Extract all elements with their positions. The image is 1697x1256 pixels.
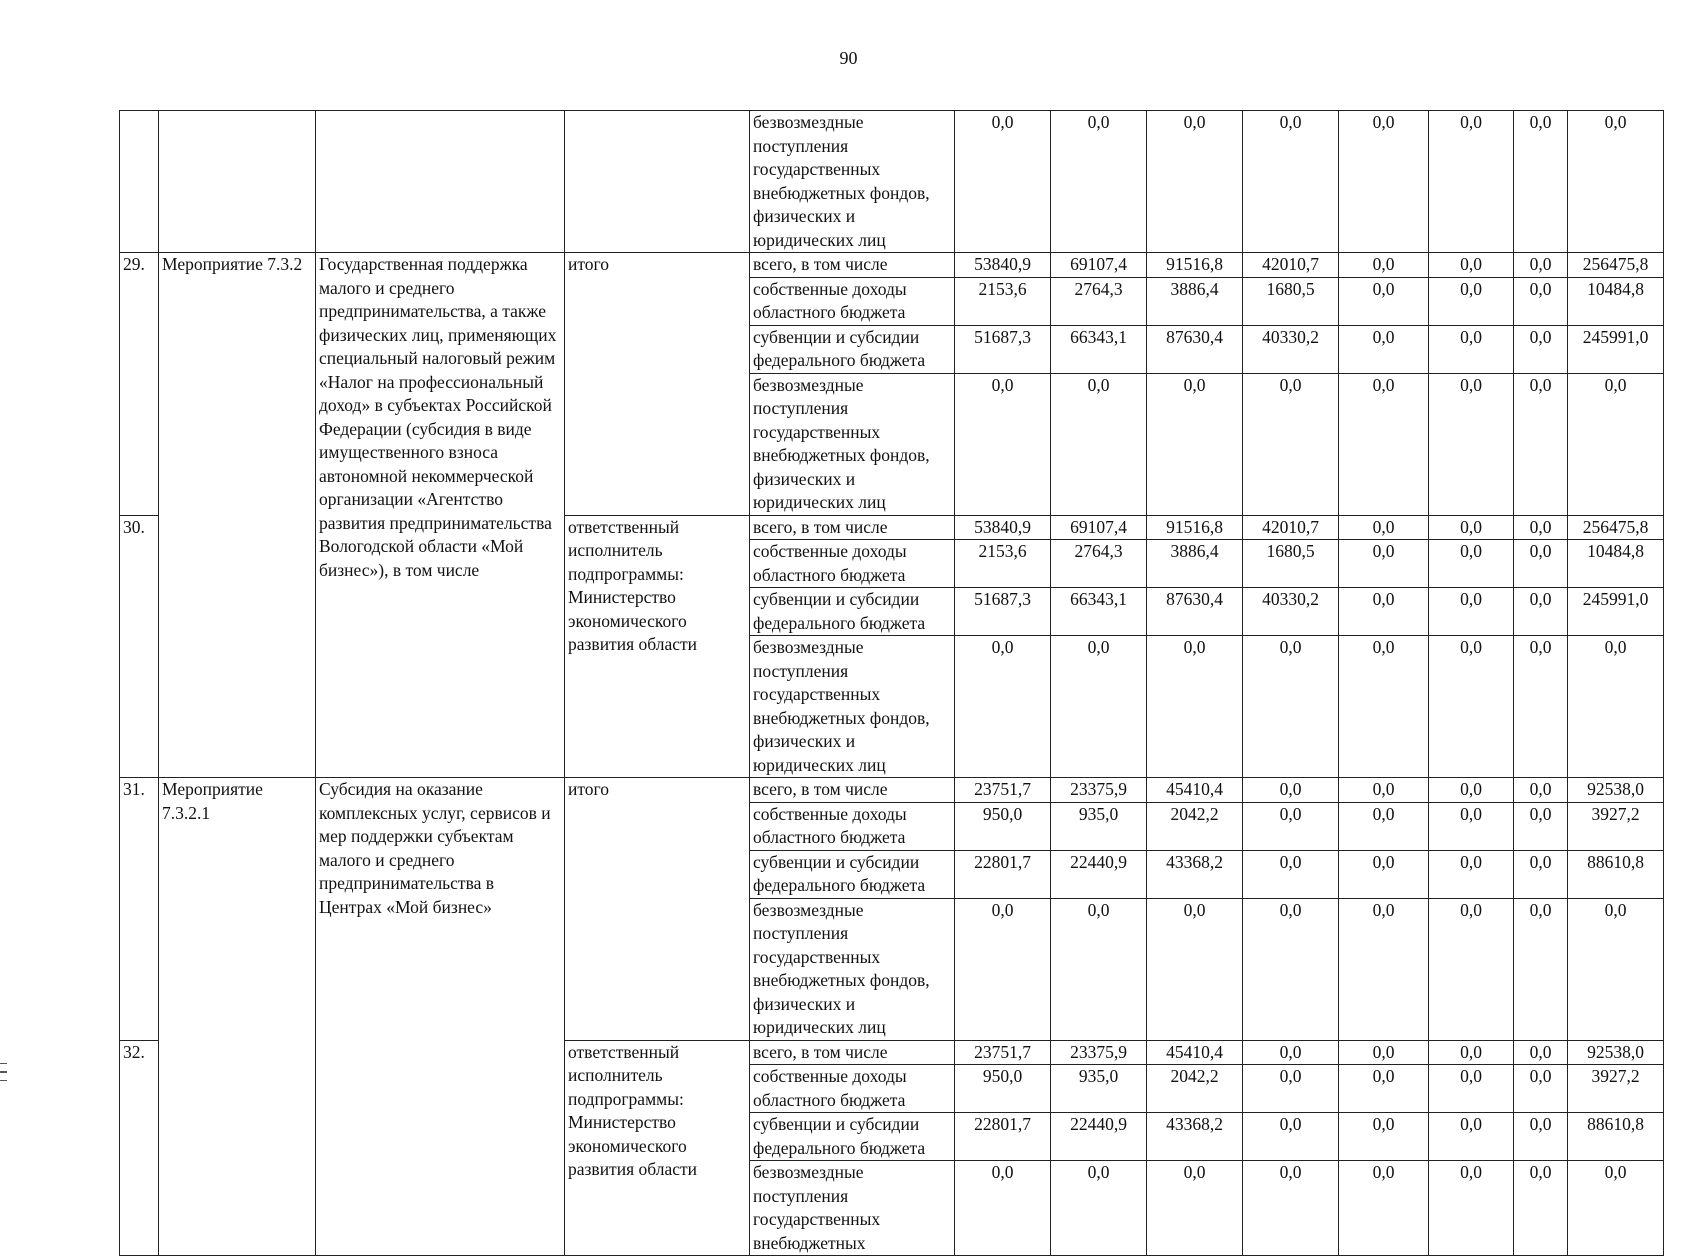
value-cell: 0,0 xyxy=(1339,1065,1429,1113)
value-cell: 0,0 xyxy=(1568,111,1664,253)
value-cell: 0,0 xyxy=(1051,636,1147,778)
value-cell: 53840,9 xyxy=(955,515,1051,540)
value-cell: 0,0 xyxy=(1429,778,1514,803)
value-cell: 40330,2 xyxy=(1243,325,1339,373)
value-cell: 1680,5 xyxy=(1243,540,1339,588)
value-cell: 0,0 xyxy=(1429,277,1514,325)
measure-description: Субсидия на оказание комплексных услуг, сервисов и мер поддержки субъектам малого и среднего предпринимательства в Центрах «Мой бизнес» xyxy=(316,778,565,1256)
row-number: 29. xyxy=(120,253,159,516)
source-label: безвозмездные поступления государственных внебюджетных фондов, физических и юридических лиц xyxy=(750,636,955,778)
value-cell: 0,0 xyxy=(955,636,1051,778)
value-cell: 0,0 xyxy=(1339,253,1429,278)
source-label: безвозмездные поступления государственных внебюджетных фондов, физических и юридических лиц xyxy=(750,373,955,515)
value-cell: 0,0 xyxy=(1514,1040,1568,1065)
row-number: 30. xyxy=(120,515,159,778)
source-label: всего, в том числе xyxy=(750,778,955,803)
value-cell: 245991,0 xyxy=(1568,588,1664,636)
value-cell: 3927,2 xyxy=(1568,802,1664,850)
value-cell: 0,0 xyxy=(1514,898,1568,1040)
source-label: всего, в том числе xyxy=(750,515,955,540)
value-cell: 0,0 xyxy=(1339,588,1429,636)
value-cell: 0,0 xyxy=(1568,373,1664,515)
value-cell: 0,0 xyxy=(1339,1161,1429,1256)
value-cell: 0,0 xyxy=(1339,325,1429,373)
value-cell: 92538,0 xyxy=(1568,778,1664,803)
value-cell: 0,0 xyxy=(1568,636,1664,778)
value-cell: 88610,8 xyxy=(1568,850,1664,898)
value-cell: 0,0 xyxy=(1514,253,1568,278)
value-cell: 22440,9 xyxy=(1051,1113,1147,1161)
value-cell: 950,0 xyxy=(955,1065,1051,1113)
value-cell: 0,0 xyxy=(1429,325,1514,373)
source-label: безвозмездные поступления государственных внебюджетных фондов, физических и юридических лиц xyxy=(750,898,955,1040)
value-cell: 0,0 xyxy=(1051,1161,1147,1256)
source-label: собственные доходы областного бюджета xyxy=(750,540,955,588)
value-cell: 0,0 xyxy=(1429,1040,1514,1065)
value-cell: 0,0 xyxy=(1514,515,1568,540)
value-cell: 0,0 xyxy=(1243,1113,1339,1161)
value-cell: 0,0 xyxy=(1568,898,1664,1040)
source-label: безвозмездные поступления государственных внебюджетных фондов, физических и юридических лиц xyxy=(750,111,955,253)
value-cell: 0,0 xyxy=(1514,588,1568,636)
value-cell: 43368,2 xyxy=(1147,850,1243,898)
executor-cell: итого xyxy=(565,778,750,1041)
value-cell: 0,0 xyxy=(1514,373,1568,515)
value-cell: 45410,4 xyxy=(1147,778,1243,803)
value-cell: 51687,3 xyxy=(955,588,1051,636)
value-cell: 3927,2 xyxy=(1568,1065,1664,1113)
executor-cell: ответственный исполнитель подпрограммы: Министерство экономического развития области xyxy=(565,1040,750,1256)
value-cell: 0,0 xyxy=(1243,1161,1339,1256)
budget-table xyxy=(119,110,1664,1256)
value-cell: 45410,4 xyxy=(1147,1040,1243,1065)
value-cell: 2042,2 xyxy=(1147,1065,1243,1113)
measure-name: Мероприятие 7.3.2 xyxy=(159,253,316,778)
value-cell: 10484,8 xyxy=(1568,277,1664,325)
value-cell: 91516,8 xyxy=(1147,515,1243,540)
value-cell: 0,0 xyxy=(1339,898,1429,1040)
value-cell: 0,0 xyxy=(1429,636,1514,778)
value-cell: 0,0 xyxy=(1339,111,1429,253)
value-cell: 23375,9 xyxy=(1051,1040,1147,1065)
empty-cell xyxy=(159,111,316,253)
value-cell: 66343,1 xyxy=(1051,325,1147,373)
value-cell: 0,0 xyxy=(1429,253,1514,278)
value-cell: 40330,2 xyxy=(1243,588,1339,636)
value-cell: 0,0 xyxy=(1339,1113,1429,1161)
value-cell: 0,0 xyxy=(1514,636,1568,778)
value-cell: 935,0 xyxy=(1051,1065,1147,1113)
empty-cell xyxy=(120,111,159,253)
value-cell: 256475,8 xyxy=(1568,253,1664,278)
table-row xyxy=(120,111,1664,253)
value-cell: 0,0 xyxy=(1051,373,1147,515)
value-cell: 87630,4 xyxy=(1147,325,1243,373)
source-label: субвенции и субсидии федерального бюджета xyxy=(750,1113,955,1161)
source-label: собственные доходы областного бюджета xyxy=(750,277,955,325)
table-row xyxy=(120,253,1664,278)
value-cell: 0,0 xyxy=(1051,111,1147,253)
value-cell: 0,0 xyxy=(1147,898,1243,1040)
value-cell: 0,0 xyxy=(1429,802,1514,850)
value-cell: 256475,8 xyxy=(1568,515,1664,540)
value-cell: 0,0 xyxy=(1514,1113,1568,1161)
value-cell: 87630,4 xyxy=(1147,588,1243,636)
value-cell: 0,0 xyxy=(1339,850,1429,898)
value-cell: 0,0 xyxy=(1514,111,1568,253)
value-cell: 0,0 xyxy=(1429,588,1514,636)
value-cell: 0,0 xyxy=(1147,111,1243,253)
source-label: субвенции и субсидии федерального бюджета xyxy=(750,850,955,898)
value-cell: 3886,4 xyxy=(1147,540,1243,588)
value-cell: 2153,6 xyxy=(955,540,1051,588)
value-cell: 0,0 xyxy=(1514,325,1568,373)
source-label: собственные доходы областного бюджета xyxy=(750,1065,955,1113)
value-cell: 0,0 xyxy=(1339,778,1429,803)
value-cell: 3886,4 xyxy=(1147,277,1243,325)
value-cell: 0,0 xyxy=(1429,850,1514,898)
executor-cell: ответственный исполнитель подпрограммы: Министерство экономического развития области xyxy=(565,515,750,778)
row-number: 32. xyxy=(120,1040,159,1256)
value-cell: 0,0 xyxy=(1147,1161,1243,1256)
value-cell: 0,0 xyxy=(955,1161,1051,1256)
value-cell: 0,0 xyxy=(1339,540,1429,588)
empty-cell xyxy=(565,111,750,253)
value-cell: 935,0 xyxy=(1051,802,1147,850)
value-cell: 0,0 xyxy=(1339,1040,1429,1065)
source-label: субвенции и субсидии федерального бюджета xyxy=(750,588,955,636)
source-label: собственные доходы областного бюджета xyxy=(750,802,955,850)
value-cell: 0,0 xyxy=(1514,1161,1568,1256)
page-number: 90 xyxy=(839,48,858,68)
value-cell: 0,0 xyxy=(1339,373,1429,515)
value-cell: 0,0 xyxy=(1514,778,1568,803)
value-cell: 42010,7 xyxy=(1243,253,1339,278)
value-cell: 0,0 xyxy=(1147,636,1243,778)
value-cell: 0,0 xyxy=(955,373,1051,515)
value-cell: 22801,7 xyxy=(955,1113,1051,1161)
empty-cell xyxy=(316,111,565,253)
value-cell: 0,0 xyxy=(1429,1161,1514,1256)
value-cell: 0,0 xyxy=(1514,540,1568,588)
value-cell: 0,0 xyxy=(1339,802,1429,850)
source-label: всего, в том числе xyxy=(750,253,955,278)
source-label: субвенции и субсидии федерального бюджета xyxy=(750,325,955,373)
value-cell: 0,0 xyxy=(1339,277,1429,325)
value-cell: 92538,0 xyxy=(1568,1040,1664,1065)
value-cell: 51687,3 xyxy=(955,325,1051,373)
value-cell: 0,0 xyxy=(1514,277,1568,325)
value-cell: 0,0 xyxy=(1243,1065,1339,1113)
value-cell: 0,0 xyxy=(1243,778,1339,803)
value-cell: 23751,7 xyxy=(955,778,1051,803)
value-cell: 0,0 xyxy=(1429,1113,1514,1161)
value-cell: 0,0 xyxy=(1243,636,1339,778)
value-cell: 0,0 xyxy=(1243,802,1339,850)
value-cell: 69107,4 xyxy=(1051,515,1147,540)
value-cell: 0,0 xyxy=(1339,636,1429,778)
value-cell: 0,0 xyxy=(1147,373,1243,515)
value-cell: 0,0 xyxy=(955,898,1051,1040)
value-cell: 0,0 xyxy=(1429,515,1514,540)
value-cell: 69107,4 xyxy=(1051,253,1147,278)
value-cell: 0,0 xyxy=(1568,1161,1664,1256)
value-cell: 10484,8 xyxy=(1568,540,1664,588)
value-cell: 2764,3 xyxy=(1051,277,1147,325)
executor-cell: итого xyxy=(565,253,750,516)
value-cell: 23375,9 xyxy=(1051,778,1147,803)
value-cell: 0,0 xyxy=(1514,802,1568,850)
value-cell: 91516,8 xyxy=(1147,253,1243,278)
value-cell: 0,0 xyxy=(1514,850,1568,898)
value-cell: 0,0 xyxy=(1243,111,1339,253)
value-cell: 23751,7 xyxy=(955,1040,1051,1065)
value-cell: 0,0 xyxy=(1429,898,1514,1040)
value-cell: 0,0 xyxy=(1243,1040,1339,1065)
table-row xyxy=(120,778,1664,803)
row-number: 31. xyxy=(120,778,159,1041)
value-cell: 245991,0 xyxy=(1568,325,1664,373)
value-cell: 2042,2 xyxy=(1147,802,1243,850)
measure-description: Государственная поддержка малого и среднего предпринимательства, а также физических лиц, применяющих специальный налоговый режим «Налог на профессиональный доход» в субъектах Российской Федерации (субсидия в виде имущественного взноса автономной некоммерческой организации «Агентство развития предпринимательства Вологодской области «Мой бизнес»), в том числе xyxy=(316,253,565,778)
value-cell: 42010,7 xyxy=(1243,515,1339,540)
measure-name: Мероприятие 7.3.2.1 xyxy=(159,778,316,1256)
value-cell: 950,0 xyxy=(955,802,1051,850)
value-cell: 1680,5 xyxy=(1243,277,1339,325)
value-cell: 22801,7 xyxy=(955,850,1051,898)
value-cell: 88610,8 xyxy=(1568,1113,1664,1161)
value-cell: 2764,3 xyxy=(1051,540,1147,588)
value-cell: 43368,2 xyxy=(1147,1113,1243,1161)
value-cell: 22440,9 xyxy=(1051,850,1147,898)
value-cell: 0,0 xyxy=(1243,850,1339,898)
value-cell: 0,0 xyxy=(1429,373,1514,515)
value-cell: 66343,1 xyxy=(1051,588,1147,636)
value-cell: 0,0 xyxy=(1429,1065,1514,1113)
value-cell: 0,0 xyxy=(955,111,1051,253)
source-label: всего, в том числе xyxy=(750,1040,955,1065)
value-cell: 0,0 xyxy=(1243,898,1339,1040)
value-cell: 2153,6 xyxy=(955,277,1051,325)
value-cell: 0,0 xyxy=(1429,540,1514,588)
value-cell: 0,0 xyxy=(1514,1065,1568,1113)
margin-marks xyxy=(0,1063,8,1088)
value-cell: 53840,9 xyxy=(955,253,1051,278)
value-cell: 0,0 xyxy=(1429,111,1514,253)
value-cell: 0,0 xyxy=(1339,515,1429,540)
value-cell: 0,0 xyxy=(1243,373,1339,515)
source-label: безвозмездные поступления государственных внебюджетных xyxy=(750,1161,955,1256)
value-cell: 0,0 xyxy=(1051,898,1147,1040)
